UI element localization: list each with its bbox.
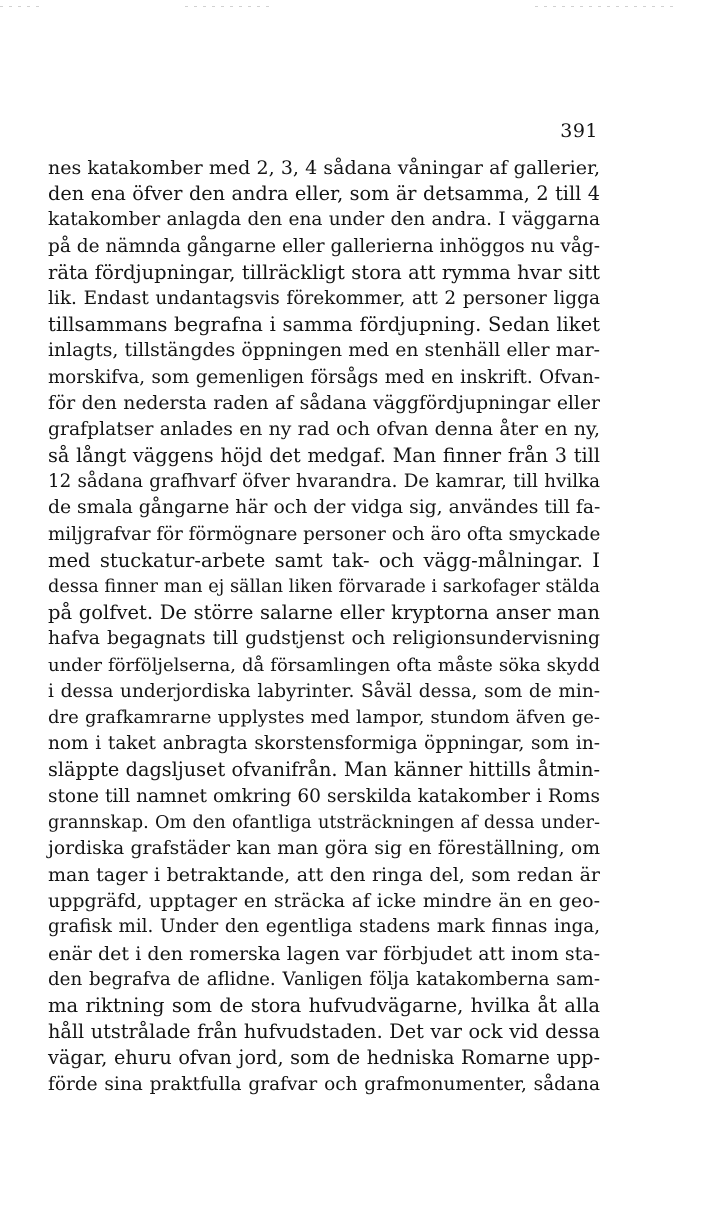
scan-edge-mark bbox=[185, 6, 275, 7]
text-line: dre grafkamrarne upplystes med lampor, stundom äfven ge- bbox=[48, 706, 600, 728]
text-line: dessa finner man ej sällan liken förvarade i sarkofager stälda bbox=[48, 577, 600, 597]
text-line: stone till namnet omkring 60 serskilda katakomber i Roms bbox=[48, 785, 600, 807]
text-line: lik. Endast undantagsvis förekommer, att 2 personer ligga bbox=[48, 287, 600, 309]
text-line: uppgräfd, upptager en sträcka af icke mindre än en geo- bbox=[48, 890, 600, 913]
text-line: inlagts, tillstängdes öppningen med en stenhäll eller mar- bbox=[48, 340, 600, 362]
text-line: på de nämnda gångarne eller gallerierna inhöggos nu våg- bbox=[48, 235, 600, 257]
text-line: nom i taket anbragta skorstensformiga öppningar, som in- bbox=[48, 733, 600, 755]
text-line: ma riktning som de stora hufvudvägarne, hvilka åt alla bbox=[48, 994, 600, 1017]
text-line: hafva begagnats till gudstjenst och religionsundervisning bbox=[48, 628, 600, 650]
body-text bbox=[48, 155, 600, 1098]
text-line: de smala gångarne här och der vidga sig, användes till fa- bbox=[48, 497, 601, 519]
text-line: nes katakomber med 2, 3, 4 sådana våningar af gallerier, bbox=[48, 157, 600, 179]
text-line: släppte dagsljuset ofvanifrån. Man känner hittills åtmin- bbox=[48, 758, 600, 782]
text-line: håll utstrålade från hufvudstaden. Det var ock vid dessa bbox=[48, 1020, 600, 1044]
text-line: miljgrafvar för förmögnare personer och äro ofta smyckade bbox=[48, 523, 601, 545]
text-line: grannskap. Om den ofantliga utsträckningen af dessa under- bbox=[48, 812, 600, 833]
text-line: den begrafva de aflidne. Vanligen följa katakomberna sam- bbox=[48, 968, 600, 990]
text-line: morskifva, som gemenligen försågs med en inskrift. Ofvan- bbox=[48, 366, 600, 388]
text-line: i dessa underjordiska labyrinter. Såväl dessa, som de min- bbox=[48, 680, 600, 702]
text-line: katakomber anlagda den ena under den andra. I väggarna bbox=[48, 209, 600, 231]
text-line: för den nedersta raden af sådana väggfördjupningar eller bbox=[48, 392, 600, 414]
text-line: på golfvet. De större salarne eller kryptorna anser man bbox=[48, 601, 600, 625]
text-line: jordiska grafstäder kan man göra sig en föreställning, om bbox=[48, 837, 600, 859]
text-line: tillsammans begrafna i samma fördjupning. Sedan liket bbox=[48, 313, 600, 337]
text-line: förde sina praktfulla grafvar och grafmonumenter, sådana bbox=[48, 1073, 600, 1095]
text-line: räta fördjupningar, tillräckligt stora att rymma hvar sitt bbox=[48, 260, 600, 284]
text-line: man tager i betraktande, att den ringa del, som redan är bbox=[48, 864, 600, 887]
text-line: 12 sådana grafhvarf öfver hvarandra. De kamrar, till hvilka bbox=[48, 471, 600, 493]
scan-edge-mark bbox=[535, 6, 675, 7]
text-line: grafplatser anlades en ny rad och ofvan denna åter en ny, bbox=[48, 418, 600, 440]
text-line: grafisk mil. Under den egentliga stadens mark finnas inga, bbox=[48, 916, 600, 938]
text-line: under förföljelserna, då församlingen ofta måste söka skydd bbox=[48, 654, 600, 676]
page-number: 391 bbox=[560, 120, 598, 142]
text-line: vägar, ehuru ofvan jord, som de hedniska Romarne upp- bbox=[48, 1046, 600, 1070]
text-line: så långt väggens höjd det medgaf. Man finner från 3 till bbox=[48, 444, 600, 468]
text-line: den ena öfver den andra eller, som är detsamma, 2 till 4 bbox=[48, 182, 600, 206]
scan-edge-mark bbox=[0, 6, 40, 7]
text-line: enär det i den romerska lagen var förbjudet att inom sta- bbox=[48, 942, 600, 965]
text-line: med stuckatur-arbete samt tak- och vägg-målningar. I bbox=[48, 548, 600, 572]
